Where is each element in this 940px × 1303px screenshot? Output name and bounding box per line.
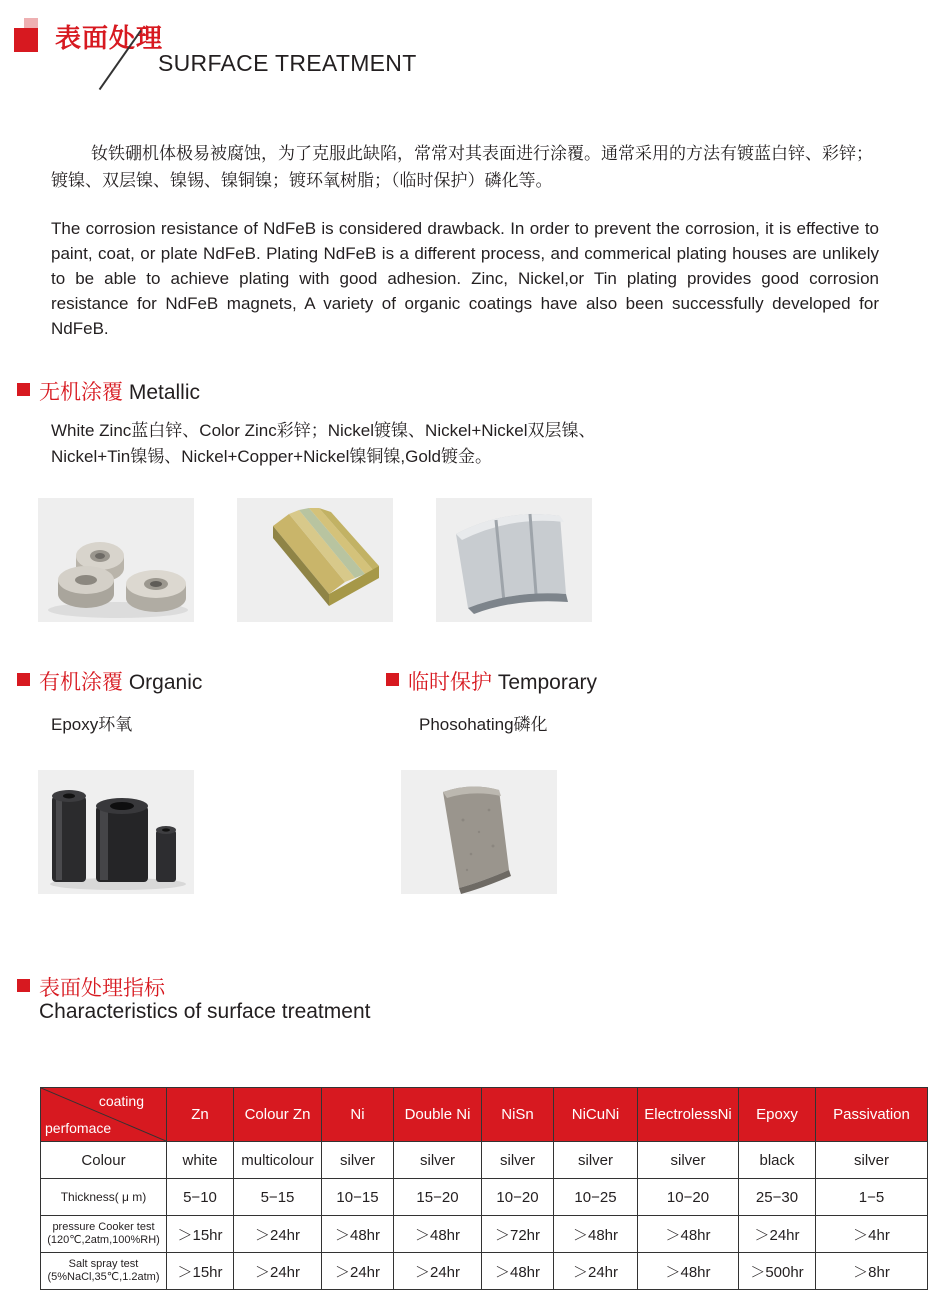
table-cell: silver <box>816 1142 928 1179</box>
metallic-line-2: Nickel+Tin镍锡、Nickel+Copper+Nickel镍铜镍,Gold镀金。 <box>51 447 493 466</box>
column-header: NiCuNi <box>554 1088 638 1142</box>
table-cell: ＞24hr <box>234 1253 322 1290</box>
organic-bullet-icon <box>17 673 30 686</box>
table-cell: 10−20 <box>638 1179 739 1216</box>
row-label-line1: Salt spray test <box>68 1258 139 1270</box>
characteristics-heading-cn-text: 表面处理指标 <box>39 977 165 1000</box>
table-cell: ＞500hr <box>739 1253 816 1290</box>
table-cell: ＞72hr <box>482 1216 554 1253</box>
column-header: ElectrolessNi <box>638 1088 739 1142</box>
row-label <box>41 1253 167 1290</box>
table-header-row <box>41 1088 928 1142</box>
page-title-cn: 表面处理 <box>55 23 164 53</box>
epoxy-cylinders-photo <box>38 770 194 894</box>
row-label-line1: pressure Cooker test <box>52 1221 155 1233</box>
table-cell: ＞24hr <box>394 1253 482 1290</box>
table-cell: 1−5 <box>816 1179 928 1216</box>
table-cell: black <box>739 1142 816 1179</box>
column-header: Double Ni <box>394 1088 482 1142</box>
row-label <box>41 1216 167 1253</box>
column-header: Ni <box>322 1088 394 1142</box>
column-header: Zn <box>167 1088 234 1142</box>
characteristics-bullet-icon <box>17 979 30 992</box>
table-cell: ＞24hr <box>554 1253 638 1290</box>
table-cell: ＞24hr <box>322 1253 394 1290</box>
table-corner-cell <box>41 1088 167 1142</box>
table-cell: 5−15 <box>234 1179 322 1216</box>
table-cell: silver <box>322 1142 394 1179</box>
characteristics-heading-en: Characteristics of surface treatment <box>39 1000 371 1023</box>
metallic-line-1: White Zinc蓝白锌、Color Zinc彩锌；Nickel镀镍、Nickel+Nickel双层镍、 <box>51 421 596 440</box>
temporary-bullet-icon <box>386 673 399 686</box>
column-header: Colour Zn <box>234 1088 322 1142</box>
ring-magnets-photo <box>38 498 194 622</box>
temporary-heading-cn: 临时保护 <box>408 671 492 694</box>
surface-treatment-table <box>40 1087 928 1290</box>
corner-coating-label: coating <box>98 1093 144 1109</box>
page-title-en: SURFACE TREATMENT <box>158 50 417 76</box>
table-cell: ＞15hr <box>167 1253 234 1290</box>
table-cell: 10−20 <box>482 1179 554 1216</box>
table-cell: ＞24hr <box>234 1216 322 1253</box>
organic-heading <box>39 666 202 696</box>
table-cell: 15−20 <box>394 1179 482 1216</box>
table-row-colour <box>41 1142 928 1179</box>
table-row-thickness <box>41 1179 928 1216</box>
table-cell: ＞8hr <box>816 1253 928 1290</box>
arc-magnets-photo <box>436 498 592 622</box>
metallic-heading-cn: 无机涂覆 <box>39 381 123 404</box>
block-magnets-photo <box>237 498 393 622</box>
temporary-heading-en: Temporary <box>492 671 598 694</box>
temporary-heading <box>408 666 597 696</box>
corner-performance-label: perfomace <box>45 1120 112 1136</box>
column-header: NiSn <box>482 1088 554 1142</box>
table-cell: 10−15 <box>322 1179 394 1216</box>
table-cell: white <box>167 1142 234 1179</box>
phosphated-arc-photo <box>401 770 557 894</box>
table-cell: ＞48hr <box>482 1253 554 1290</box>
metallic-heading <box>39 376 200 406</box>
row-label: Thickness( μ m) <box>41 1179 167 1216</box>
organic-text: Epoxy环氧 <box>51 715 133 734</box>
table-row-salt-spray <box>41 1253 928 1290</box>
metallic-bullet-icon <box>17 383 30 396</box>
organic-heading-en: Organic <box>123 671 203 694</box>
row-label: Colour <box>41 1142 167 1179</box>
table-cell: ＞15hr <box>167 1216 234 1253</box>
column-header: Passivation <box>816 1088 928 1142</box>
table-cell: silver <box>638 1142 739 1179</box>
intro-paragraph-cn: 钕铁硼机体极易被腐蚀，为了克服此缺陷，常常对其表面进行涂覆。通常采用的方法有镀蓝白锌、彩锌；镀镍、双层镍、镍锡、镍铜镍；镀环氧树脂；（临时保护）磷化等。 <box>51 144 873 190</box>
intro-paragraph-en: The corrosion resistance of NdFeB is considered drawback. In order to prevent the corrosion, it is effective to paint, coat, or plate NdFeB. Plating NdFeB is a different process, and commerical plating houses are unlikely to be able to achieve plating with good adhesion. Zinc, Nickel,or Tin plating provides good corrosion resistance for NdFeB magnets, A variety of organic coatings have also been successfully developed for NdFeB. <box>51 219 879 338</box>
table-cell: 25−30 <box>739 1179 816 1216</box>
header-accent-square <box>14 28 38 52</box>
organic-heading-cn: 有机涂覆 <box>39 671 123 694</box>
table-cell: 10−25 <box>554 1179 638 1216</box>
row-label-line2: (120℃,2atm,100%RH) <box>47 1234 160 1246</box>
table-cell: ＞4hr <box>816 1216 928 1253</box>
table-row-pressure-cooker <box>41 1216 928 1253</box>
table-cell: silver <box>482 1142 554 1179</box>
table-cell: silver <box>394 1142 482 1179</box>
column-header: Epoxy <box>739 1088 816 1142</box>
table-cell: ＞24hr <box>739 1216 816 1253</box>
table-cell: ＞48hr <box>638 1253 739 1290</box>
table-cell: 5−10 <box>167 1179 234 1216</box>
temporary-text: Phosohating磷化 <box>419 715 548 734</box>
metallic-heading-en: Metallic <box>123 381 201 404</box>
table-cell: multicolour <box>234 1142 322 1179</box>
row-label-line2: (5%NaCl,35℃,1.2atm) <box>47 1271 160 1283</box>
table-cell: silver <box>554 1142 638 1179</box>
table-cell: ＞48hr <box>394 1216 482 1253</box>
table-cell: ＞48hr <box>322 1216 394 1253</box>
characteristics-heading-cn <box>39 972 165 1002</box>
table-cell: ＞48hr <box>554 1216 638 1253</box>
table-cell: ＞48hr <box>638 1216 739 1253</box>
